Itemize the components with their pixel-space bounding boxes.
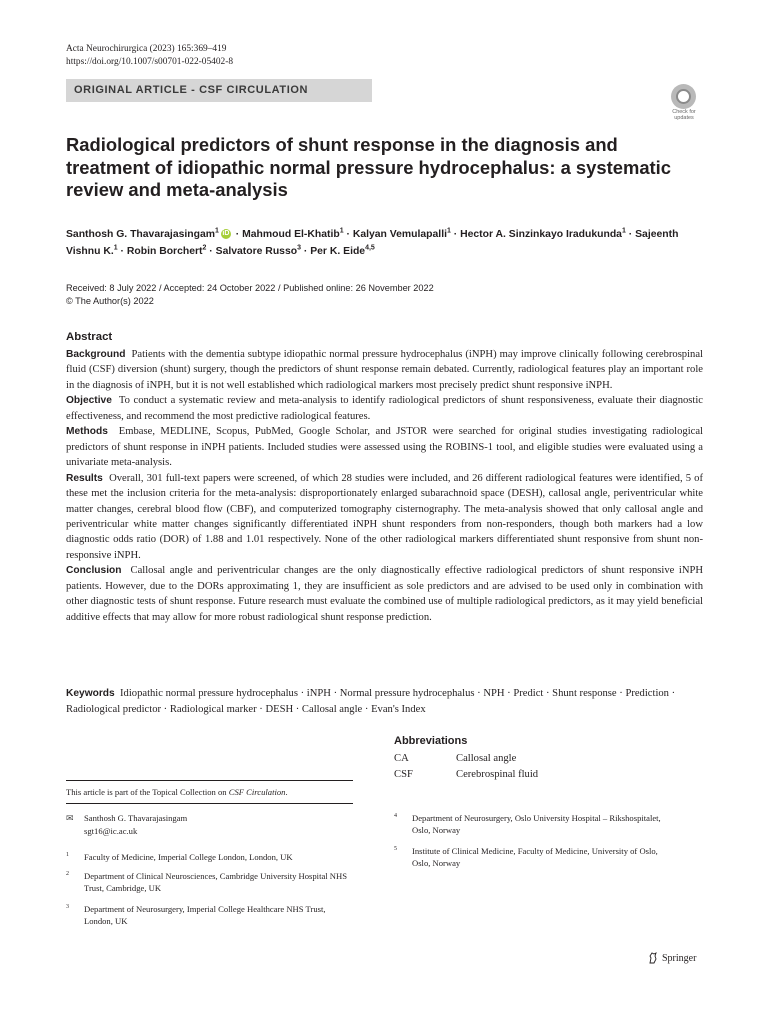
article-type-banner bbox=[66, 79, 372, 102]
topical-collection-name[interactable]: CSF Circulation bbox=[228, 787, 286, 797]
section-label: Methods bbox=[66, 426, 108, 438]
author-affiliation-sup: 1 bbox=[621, 227, 626, 235]
affiliation-2 bbox=[66, 870, 354, 895]
section-label: Results bbox=[66, 472, 103, 484]
publisher-logo bbox=[648, 952, 696, 964]
abbreviation-row bbox=[394, 751, 538, 767]
affiliation-3 bbox=[66, 903, 354, 928]
author-name[interactable]: Santhosh G. Thavarajasingam bbox=[66, 229, 215, 240]
topical-prefix: This article is part of the Topical Collection on bbox=[66, 787, 229, 797]
author-separator: · bbox=[232, 229, 243, 240]
contact-name: Santhosh G. Thavarajasingam bbox=[84, 813, 188, 823]
abbreviation: CSF bbox=[394, 769, 413, 780]
affiliation-number: 3 bbox=[66, 904, 69, 910]
section-text: Embase, MEDLINE, Scopus, PubMed, Google Scholar, and JSTOR were searched for original studies investigating radiological predictors of shunt response in iNPH patients. Included studies were assessed using the ROBINS-1 tool, and eligible studies were evaluated using a univariate meta-analysis. bbox=[66, 426, 703, 469]
author-separator: · bbox=[625, 229, 636, 240]
check-updates-inner-icon bbox=[676, 89, 691, 104]
author-affiliation-sup: 1 bbox=[446, 227, 451, 235]
corresponding-author bbox=[66, 812, 187, 837]
abstract-body bbox=[66, 347, 703, 625]
footnote-divider-2 bbox=[66, 803, 353, 804]
author-name[interactable]: Sajeenth Vishnu K. bbox=[66, 229, 679, 257]
section-label: Conclusion bbox=[66, 565, 122, 577]
author-name[interactable]: Robin Borchert bbox=[126, 246, 203, 257]
abbreviation-row bbox=[394, 767, 538, 783]
section-label: Objective bbox=[66, 395, 112, 407]
keywords-text: Idiopathic normal pressure hydrocephalus · iNPH · Normal pressure hydrocephalus · NPH · Predict · Shunt response · Prediction · Radiological predictor · Radiological marker · DESH · Callosal angle · Evan's Index bbox=[66, 688, 676, 715]
section-text: Patients with the dementia subtype idiopathic normal pressure hydrocephalus (iNPH) may improve clinically following cerebrospinal fluid (CSF) diversion (shunt) surgery, though the predictors of shunt response remain debated. Currently, radiological features play an important role in the diagnosis of iNPH, but it is not well established which radiological markers most precisely predict shunt responsive iNPH. bbox=[66, 349, 703, 391]
footnote-divider bbox=[66, 780, 353, 781]
affiliation-number: 1 bbox=[66, 852, 69, 858]
check-updates-line1: Check for bbox=[672, 109, 696, 115]
publisher-name: Springer bbox=[662, 952, 697, 964]
topical-suffix: . bbox=[285, 787, 288, 797]
author-affiliation-sup: 1 bbox=[113, 244, 118, 252]
affiliation-number: 2 bbox=[66, 871, 69, 877]
affiliation-text: Faculty of Medicine, Imperial College London, London, UK bbox=[84, 852, 293, 862]
abstract-background bbox=[66, 347, 703, 393]
author-separator: · bbox=[343, 229, 353, 240]
abbreviations-list bbox=[394, 751, 538, 783]
contact-email[interactable]: sgt16@ic.ac.uk bbox=[84, 825, 138, 836]
orcid-icon[interactable]: iD bbox=[222, 230, 230, 238]
section-text: To conduct a systematic review and meta-analysis to identify radiological predictors of shunt responsiveness, evaluate their diagnostic effectiveness, and recommend the most predictive radiological features. bbox=[66, 395, 704, 422]
journal-citation: Acta Neurochirurgica (2023) 165:369–419 bbox=[66, 44, 227, 54]
author-affiliation-sup: 3 bbox=[297, 244, 301, 252]
affiliation-text: Department of Neurosurgery, Imperial College Healthcare NHS Trust, London, UK bbox=[84, 904, 326, 927]
affiliation-1 bbox=[66, 851, 354, 863]
check-for-updates-badge[interactable] bbox=[666, 84, 702, 124]
keywords-label: Keywords bbox=[66, 688, 115, 699]
author-list bbox=[66, 226, 706, 260]
author-separator: · bbox=[300, 246, 311, 257]
envelope-icon: ✉ bbox=[66, 813, 74, 823]
publication-dates bbox=[66, 282, 434, 308]
check-updates-line2: updates bbox=[674, 115, 694, 121]
abbreviation-meaning: Cerebrospinal fluid bbox=[456, 769, 539, 780]
author-name[interactable]: Salvatore Russo bbox=[215, 246, 298, 257]
author-name[interactable]: Per K. Eide bbox=[310, 246, 366, 257]
author-separator: · bbox=[206, 246, 216, 257]
author-name[interactable]: Mahmoud El-Khatib bbox=[242, 229, 340, 240]
abstract-heading: Abstract bbox=[66, 331, 113, 343]
author-affiliation-sup: 2 bbox=[202, 244, 207, 252]
abstract-objective bbox=[66, 393, 703, 424]
author-affiliation-sup: 1 bbox=[339, 227, 344, 235]
section-text: Overall, 301 full-text papers were screened, of which 28 studies were included, and 26 different radiological features were identified, 5 of these met the inclusion criteria for the meta-analysis: disproportionately enlarged subarachnoid space (DESH), callosal angle, periventricular white matter changes, cerebral blood flow (CBF), and computerized tomography cisternography. The meta-analysis showed that only callosal angle and periventricular white matter changes significantly differentiated iNPH shunt responders from non-responders, though both markers had a low diagnostic odds ratio (DOR) of 1.88 and 1.01 respectively. None of the other radiological markers differentiated shunt responsive from shunt non-responsive iNPH. bbox=[66, 472, 704, 561]
keywords bbox=[66, 686, 703, 718]
copyright-notice: © The Author(s) 2022 bbox=[66, 296, 154, 306]
author-separator: · bbox=[117, 246, 127, 257]
paper-title: Radiological predictors of shunt response in the diagnosis and treatment of idiopathic normal pressure hydrocephalus: a systematic review and meta-analysis bbox=[66, 134, 672, 200]
affiliation-5 bbox=[394, 845, 662, 870]
springer-horse-icon bbox=[648, 952, 658, 964]
abstract-methods bbox=[66, 424, 703, 470]
topical-collection-note bbox=[66, 786, 288, 798]
received-accepted-dates: Received: 8 July 2022 / Accepted: 24 October 2022 / Published online: 26 November 2022 bbox=[66, 283, 434, 293]
author-name[interactable]: Kalyan Vemulapalli bbox=[352, 229, 447, 240]
affiliation-text: Department of Clinical Neurosciences, Cambridge University Hospital NHS Trust, Cambridge, UK bbox=[84, 871, 348, 894]
author-affiliation-sup: 4,5 bbox=[365, 244, 375, 252]
abstract-results bbox=[66, 471, 703, 564]
affiliation-number: 4 bbox=[394, 813, 397, 819]
check-updates-label bbox=[666, 109, 702, 121]
abbreviation: CA bbox=[394, 753, 409, 764]
author-separator: · bbox=[450, 229, 461, 240]
abbreviation-meaning: Callosal angle bbox=[456, 753, 517, 764]
author-affiliation-sup: 1 bbox=[214, 227, 219, 235]
article-type-label: ORIGINAL ARTICLE - CSF CIRCULATION bbox=[74, 84, 309, 96]
doi-link[interactable]: https://doi.org/10.1007/s00701-022-05402-8 bbox=[66, 57, 234, 67]
section-label: Background bbox=[66, 349, 126, 360]
abbreviations-heading: Abbreviations bbox=[394, 735, 468, 747]
affiliation-number: 5 bbox=[394, 846, 397, 852]
section-text: Callosal angle and periventricular changes are the only diagnostically effective radiological predictors of shunt responsive iNPH patients. However, due to the DORs approximating 1, they are insufficient as sole predictors and are advised to be used only in combination with other diagnostic tests of shunt response. Future research must evaluate the combined use of multiple radiological predictors, as it may yield beneficial additive effects that may allow for more robust radiological shunt response prediction. bbox=[66, 565, 704, 623]
affiliation-text: Department of Neurosurgery, Oslo University Hospital – Rikshospitalet, Oslo, Norway bbox=[412, 813, 661, 836]
journal-header bbox=[66, 43, 233, 69]
affiliation-4 bbox=[394, 812, 662, 837]
abstract-conclusion bbox=[66, 563, 703, 625]
affiliation-text: Institute of Clinical Medicine, Faculty of Medicine, University of Oslo, Oslo, Norway bbox=[412, 846, 658, 869]
author-name[interactable]: Hector A. Sinzinkayo Iradukunda bbox=[460, 229, 622, 240]
